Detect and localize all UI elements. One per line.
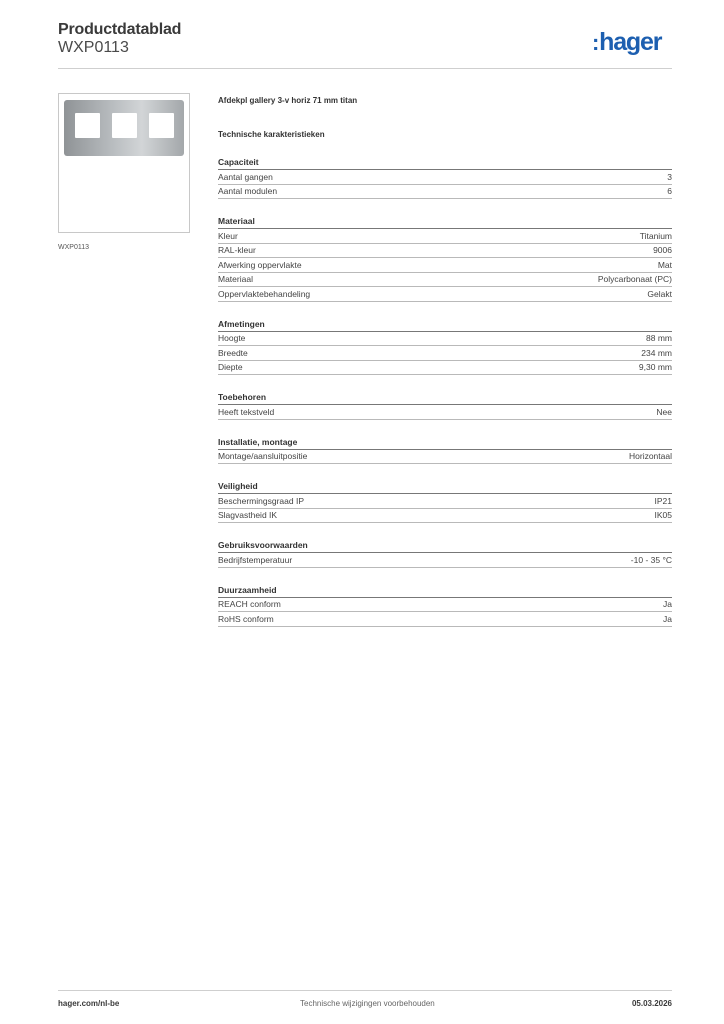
spec-label: Hoogte — [218, 333, 246, 344]
spec-row — [218, 553, 672, 568]
product-code: WXP0113 — [58, 39, 129, 56]
spec-row — [218, 258, 672, 273]
spec-value: 6 — [667, 186, 672, 197]
specifications — [218, 96, 672, 627]
hager-logo — [592, 28, 661, 57]
section-title: Toebehoren — [218, 392, 672, 405]
spec-section — [218, 585, 672, 627]
spec-row — [218, 287, 672, 302]
section-title: Materiaal — [218, 216, 672, 229]
spec-label: Montage/aansluitpositie — [218, 451, 308, 462]
logo-text: hager — [599, 28, 662, 56]
spec-label: REACH conform — [218, 599, 281, 610]
spec-value: Mat — [657, 259, 672, 270]
spec-label: Afwerking oppervlakte — [218, 259, 302, 270]
spec-value: Gelakt — [647, 288, 672, 299]
section-title: Installatie, montage — [218, 437, 672, 450]
plate-opening — [112, 113, 137, 138]
section-title: Duurzaamheid — [218, 585, 672, 598]
footer-divider — [58, 990, 672, 991]
spec-section — [218, 437, 672, 465]
spec-value: Nee — [656, 406, 672, 417]
logo-colon: : — [592, 30, 599, 55]
plate-opening — [149, 113, 174, 138]
spec-label: Beschermingsgraad IP — [218, 495, 304, 506]
spec-value: Polycarbonaat (PC) — [597, 274, 672, 285]
spec-label: RAL-kleur — [218, 245, 256, 256]
spec-label: Aantal gangen — [218, 171, 273, 182]
spec-label: Aantal modulen — [218, 186, 278, 197]
spec-label: Materiaal — [218, 274, 253, 285]
product-name: Afdekpl gallery 3-v horiz 71 mm titan — [218, 96, 358, 105]
spec-row — [218, 185, 672, 200]
spec-row — [218, 509, 672, 524]
cover-plate-picture — [64, 100, 184, 156]
spec-sections — [218, 157, 672, 627]
spec-value: -10 - 35 °C — [630, 554, 672, 565]
spec-value: 88 mm — [646, 333, 672, 344]
footer-website: hager.com/nl-be — [58, 999, 120, 1008]
spec-value: Ja — [663, 613, 672, 624]
spec-row — [218, 332, 672, 347]
spec-label: Breedte — [218, 347, 248, 358]
spec-row — [218, 405, 672, 420]
spec-value: 9,30 mm — [638, 362, 672, 373]
spec-section — [218, 540, 672, 568]
spec-row — [218, 361, 672, 376]
spec-label: Oppervlaktebehandeling — [218, 288, 311, 299]
spec-value: IK05 — [654, 510, 672, 521]
spec-section — [218, 319, 672, 376]
spec-row — [218, 598, 672, 613]
spec-section — [218, 481, 672, 523]
spec-row — [218, 346, 672, 361]
spec-section — [218, 216, 672, 302]
spec-label: Bedrijfstemperatuur — [218, 554, 293, 565]
spec-row — [218, 244, 672, 259]
footer-date: 05.03.2026 — [631, 999, 672, 1008]
spec-label: Kleur — [218, 230, 238, 241]
spec-value: Ja — [663, 599, 672, 610]
spec-row — [218, 273, 672, 288]
technical-characteristics-heading: Technische karakteristieken — [218, 130, 325, 139]
spec-value: 3 — [667, 171, 672, 182]
spec-value: IP21 — [654, 495, 672, 506]
section-title: Veiligheid — [218, 481, 672, 494]
spec-value: 234 mm — [641, 347, 672, 358]
spec-section — [218, 392, 672, 420]
spec-label: Diepte — [218, 362, 243, 373]
section-title: Afmetingen — [218, 319, 672, 332]
document-title: Productdatablad — [58, 21, 182, 38]
spec-label: Slagvastheid IK — [218, 510, 278, 521]
header-divider — [58, 68, 672, 69]
spec-row — [218, 612, 672, 627]
spec-row — [218, 170, 672, 185]
spec-value: Horizontaal — [629, 451, 672, 462]
spec-label: Heeft tekstveld — [218, 406, 275, 417]
spec-section — [218, 157, 672, 199]
spec-label: RoHS conform — [218, 613, 274, 624]
section-title: Gebruiksvoorwaarden — [218, 540, 672, 553]
spec-value: Titanium — [639, 230, 672, 241]
footer-disclaimer: Technische wijzigingen voorbehouden — [300, 999, 435, 1008]
spec-row — [218, 229, 672, 244]
spec-row — [218, 450, 672, 465]
product-image — [58, 93, 190, 233]
spec-row — [218, 494, 672, 509]
image-caption: WXP0113 — [58, 244, 89, 251]
section-title: Capaciteit — [218, 157, 672, 170]
plate-opening — [75, 113, 100, 138]
spec-value: 9006 — [653, 245, 672, 256]
